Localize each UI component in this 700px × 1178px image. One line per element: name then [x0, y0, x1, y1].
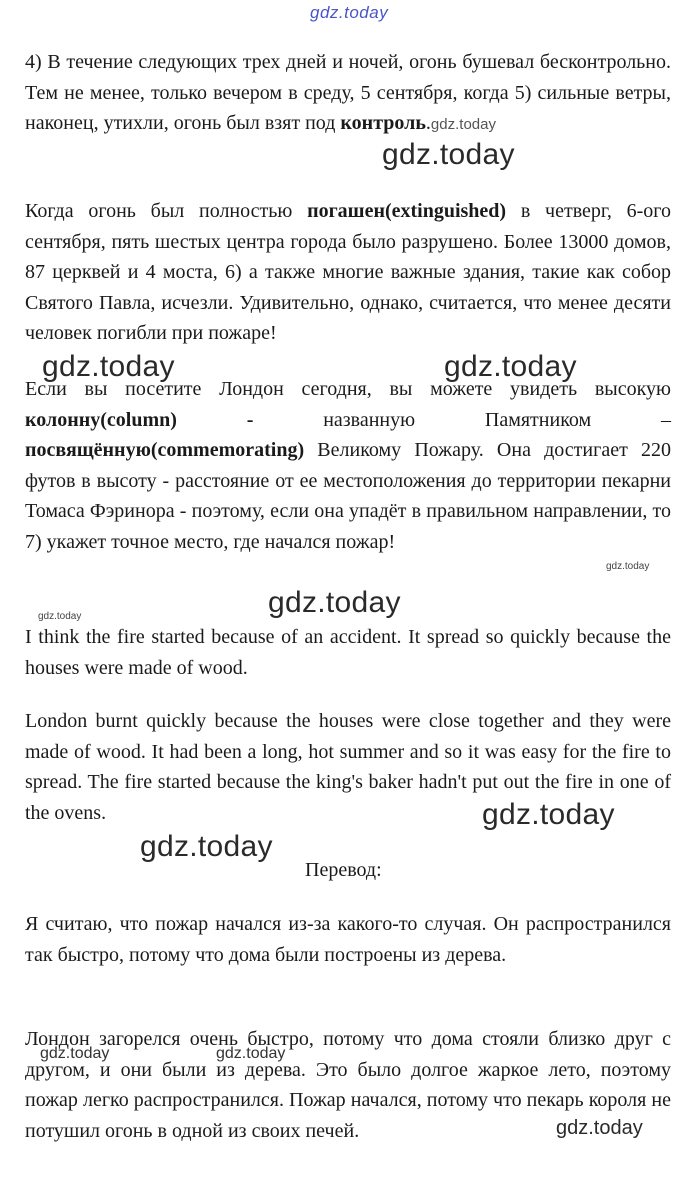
paragraph-2-text: Когда огонь был полностью [25, 200, 308, 222]
paragraph-3-bold-1: колонну(column) - [25, 408, 254, 431]
watermark: gdz.today [556, 1117, 643, 1139]
inline-watermark: gdz.today [430, 116, 496, 133]
paragraph-3-text-1: Если вы посетите Лондон сегодня, вы можете увидеть высокую [25, 378, 671, 400]
paragraph-1 [25, 47, 671, 141]
paragraph-3 [25, 374, 671, 557]
watermark: gdz.today [42, 350, 175, 383]
translation-heading: Перевод: [305, 859, 382, 881]
paragraph-1-end: . [425, 112, 431, 134]
paragraph-3-text-3: Великому Пожару. Она достигает 220 футов в высоту - расстояние от ее местоположения до территории пекарни Томаса Фэринора - поэтому, если она упадёт в правильном направлении, то 7) укажет точное место, где начался пожар! [25, 439, 671, 553]
paragraph-3-text-2: названную Памятником – [253, 408, 671, 431]
watermark: gdz.today [444, 350, 577, 383]
watermark: gdz.today [482, 798, 615, 831]
paragraph-5: London burnt quickly because the houses were close together and they were made of wood. It had been a long, hot summer and so it was easy for the fire to spread. The fire started because the king's baker hadn't put out the fire in one of the ovens. [25, 710, 671, 824]
watermark: gdz.today [382, 138, 515, 171]
paragraph-1-bold: контроль [340, 112, 426, 134]
watermark: gdz.today [38, 611, 82, 622]
paragraph-7: Лондон загорелся очень быстро, потому что дома стояли близко друг с другом, и они были из дерева. Это было долгое жаркое лето, поэтому пожар легко распространился. Пожар начался, потому что пекарь короля не потушил огонь в одной из своих печей. [25, 1028, 671, 1142]
paragraph-2-bold: погашен(extinguished) [307, 200, 507, 222]
watermark: gdz.today [268, 586, 401, 619]
paragraph-1-text: 4) В течение следующих трех дней и ночей, огонь бушевал бесконтрольно. Тем не менее, только вечером в среду, 5 сентября, когда 5) сильные ветры, наконец, утихли, огонь был взят под [25, 51, 671, 134]
watermark: gdz.today [40, 1045, 110, 1062]
paragraph-2 [25, 196, 671, 349]
paragraph-3-bold-2: посвящённую(commemorating) [25, 439, 305, 461]
paragraph-2-rest: в четверг, 6-ого сентября, пять шестых центра города было разрушено. Более 13000 домов, 87 церквей и 4 моста, 6) а также многие важные здания, такие как собор Святого Павла, исчезли. Удивительно, однако, считается, что менее десяти человек погибли при пожаре! [25, 200, 672, 344]
paragraph-6: Я считаю, что пожар начался из-за какого-то случая. Он распространился так быстро, потому что дома были построены из дерева. [25, 913, 671, 966]
watermark: gdz.today [140, 830, 273, 863]
top-watermark: gdz.today [310, 3, 389, 22]
watermark: gdz.today [606, 561, 650, 572]
watermark: gdz.today [216, 1045, 286, 1062]
paragraph-4: I think the fire started because of an accident. It spread so quickly because the houses were made of wood. [25, 626, 671, 679]
